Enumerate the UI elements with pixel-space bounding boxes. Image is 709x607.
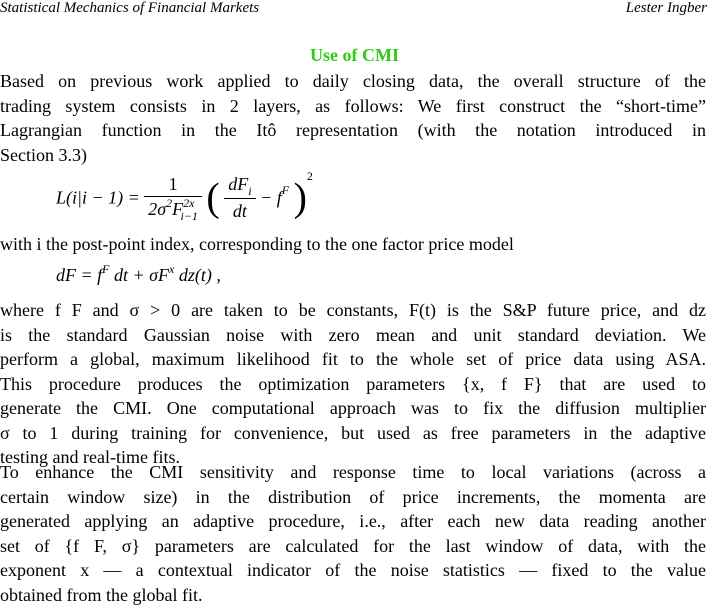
text-line: Section 3.3) [0, 143, 706, 168]
text-line: To enhance the CMI sensitivity and response time to local variations (across a [0, 460, 706, 485]
text-line: set of {f F, σ} parameters are calculated for the last window of data, with the [0, 534, 706, 559]
den-sigma: 2σ [148, 199, 166, 219]
den-sigma-exp: 2 [166, 196, 172, 210]
text-line: Lagrangian function in the Itô representation (with the notation introduced in [0, 118, 706, 143]
paragraph-postpoint: with i the post-point index, corresponding to the one factor price model [0, 232, 706, 257]
text-line: is the standard Gaussian noise with zero mean and unit standard deviation. We [0, 323, 706, 348]
den-F-exp: 2x [183, 196, 194, 210]
fraction-prefactor [144, 174, 202, 221]
text-line: perform a global, maximum likelihood fit to the whole set of price data using ASA. [0, 347, 706, 372]
eq2-part-b: dt + σF [114, 265, 169, 285]
equation-lhs: L(i|i − 1) = [56, 188, 140, 208]
header-title: Statistical Mechanics of Financial Markets [0, 0, 259, 16]
den-F-sub: i−1 [180, 209, 197, 223]
eq2-part-c: dz(t) , [179, 265, 221, 285]
running-header [0, 0, 709, 18]
den-F: F [172, 199, 183, 219]
text-line: trading system consists in 2 layers, as follows: We first construct the “short-time” [0, 94, 706, 119]
text-line: generate the CMI. One computational approach was to fix the diffusion multiplier [0, 396, 706, 421]
text-line: where f F and σ > 0 are taken to be constants, F(t) is the S&P future price, and dz [0, 298, 706, 323]
paragraph-constants [0, 298, 706, 470]
text-line: exponent x — a contextual indicator of the noise statistics — fixed to the value [0, 558, 706, 583]
dF-sub: i [248, 184, 251, 198]
outer-exponent: 2 [307, 169, 313, 183]
text-line: σ to 1 during training for convenience, but used as free parameters in the adaptive [0, 421, 706, 446]
text-line: generated applying an adaptive procedure, i.e., after each new data reading another [0, 509, 706, 534]
text-line: This procedure produces the optimization parameters {x, f F} that are used to [0, 372, 706, 397]
eq2-sup-b: x [169, 262, 174, 276]
text-line: obtained from the global fit. [0, 583, 706, 607]
text-line: certain window size) in the distribution of price increments, the momenta are [0, 485, 706, 510]
text-line: testing and real-time fits. [0, 445, 706, 470]
text-line: Based on previous work applied to daily closing data, the overall structure of the [0, 69, 706, 94]
fraction-derivative [224, 174, 255, 221]
derivative-numerator [224, 174, 255, 199]
paragraph-adaptive [0, 460, 706, 607]
minus-f: − f [260, 188, 282, 208]
dF: dF [228, 174, 248, 194]
eq2-sup-a: F [102, 262, 109, 276]
equation-price-model [56, 265, 221, 287]
equation-lagrangian [56, 174, 313, 221]
f-sup: F [282, 183, 289, 197]
section-title: Use of CMI [0, 45, 709, 65]
header-author: Lester Ingber [626, 0, 707, 16]
left-paren: ( [206, 175, 219, 220]
fraction-denominator [144, 197, 202, 221]
right-paren: ) [294, 175, 307, 220]
eq2-part-a: dF = f [56, 265, 102, 285]
paragraph-intro [0, 69, 706, 167]
derivative-denominator: dt [224, 199, 255, 221]
fraction-numerator: 1 [144, 174, 202, 197]
